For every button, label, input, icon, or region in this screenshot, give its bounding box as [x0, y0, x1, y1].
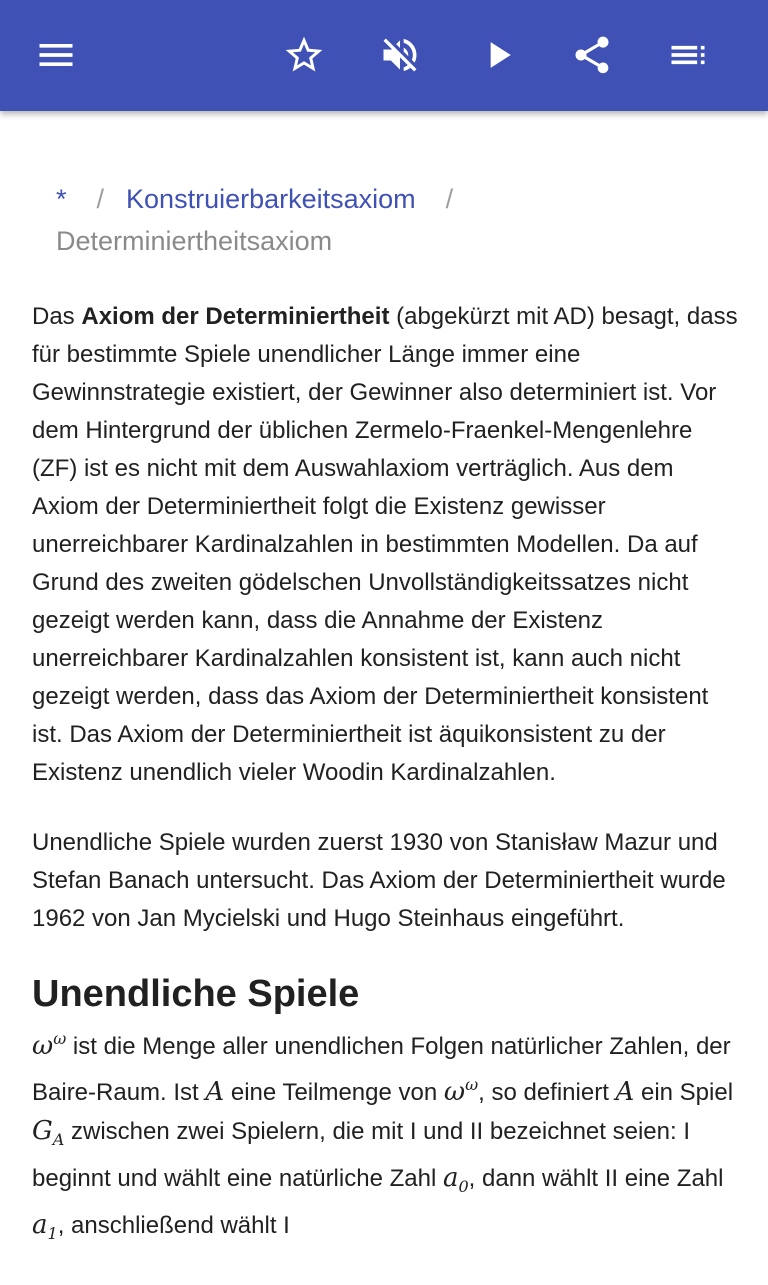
breadcrumb-separator: / [445, 184, 454, 214]
share-icon [570, 33, 614, 77]
math-a1: $a_1$ [32, 1210, 58, 1243]
menu-button[interactable] [24, 23, 88, 87]
breadcrumb-separator: / [96, 184, 105, 214]
math-omega-power: $\omega^\omega$ [443, 1075, 479, 1107]
math-set-a: A [615, 1077, 635, 1107]
section-text-3: , so definiert [478, 1079, 616, 1106]
play-icon [476, 33, 520, 77]
intro-paragraph [32, 298, 738, 792]
math-set-a: A [205, 1077, 225, 1107]
math-omega-power: $\omega^\omega$ [32, 1029, 67, 1061]
star-outline-icon [282, 33, 326, 77]
intro-term: Axiom der Determiniertheit [81, 303, 390, 330]
share-button[interactable] [560, 23, 624, 87]
contents-button[interactable] [656, 23, 720, 87]
breadcrumb-root-link[interactable]: * [56, 184, 67, 214]
article-body [32, 298, 738, 1285]
section-paragraph [32, 1020, 738, 1253]
intro-text: (abgekürzt mit AD) besagt, dass für bestimmte Spiele unendlicher Länge immer eine Gewinnstrategie existiert, der Gewinner also determiniert ist. Vor dem Hintergrund der üblichen Zermelo-Fraenkel-Mengenlehre (ZF) ist es nicht mit dem Auswahlaxiom verträglich. Aus dem Axiom der Determiniertheit folgt die Existenz gewisser unerreichbarer Kardinalzahlen in bestimmten Modellen. Da auf Grund des zweiten gödelschen Unvollständigkeitssatzes nicht gezeigt werden kann, dass die Annahme der Existenz unerreichbarer Kardinalzahlen konsistent ist, kann auch nicht gezeigt werden, dass das Axiom der Determiniertheit konsistent ist. Das Axiom der Determiniertheit ist äquikonsistent zu der Existenz unendlich vieler Woodin Kardinalzahlen. [32, 303, 738, 786]
favorite-button[interactable] [272, 23, 336, 87]
section-heading: Unendliche Spiele [32, 973, 360, 1015]
section-text-7: , anschließend wählt I [57, 1212, 290, 1239]
mute-button[interactable] [368, 23, 432, 87]
play-button[interactable] [466, 23, 530, 87]
section-text-1: ist die Menge aller unendlichen Folgen natürlicher Zahlen, der Baire-Raum. Ist [32, 1033, 731, 1106]
menu-icon [34, 33, 78, 77]
app-toolbar [0, 0, 768, 111]
playlist-icon [666, 33, 710, 77]
section-text-5: zwischen zwei Spielern, die mit I und II bezeichnet seien: I beginnt und wählt eine natürliche Zahl [32, 1118, 690, 1192]
section-text-6: , dann wählt II eine Zahl [468, 1165, 724, 1192]
volume-off-icon [378, 33, 422, 77]
history-paragraph: Unendliche Spiele wurden zuerst 1930 von Stanisław Mazur und Stefan Banach untersucht. Das Axiom der Determiniertheit wurde 1962 von Jan Mycielski und Hugo Steinhaus eingeführt. [32, 829, 726, 932]
breadcrumb [56, 178, 736, 262]
breadcrumb-current: Determiniertheitsaxiom [56, 226, 333, 256]
section-text-2: eine Teilmenge von [224, 1079, 444, 1106]
section-text-4: ein Spiel [634, 1079, 734, 1106]
math-a0: $a_0$ [442, 1163, 469, 1196]
math-game: $G_A$ [32, 1116, 65, 1149]
intro-lead: Das [32, 303, 82, 330]
breadcrumb-parent-link[interactable]: Konstruierbarkeitsaxiom [126, 184, 416, 214]
